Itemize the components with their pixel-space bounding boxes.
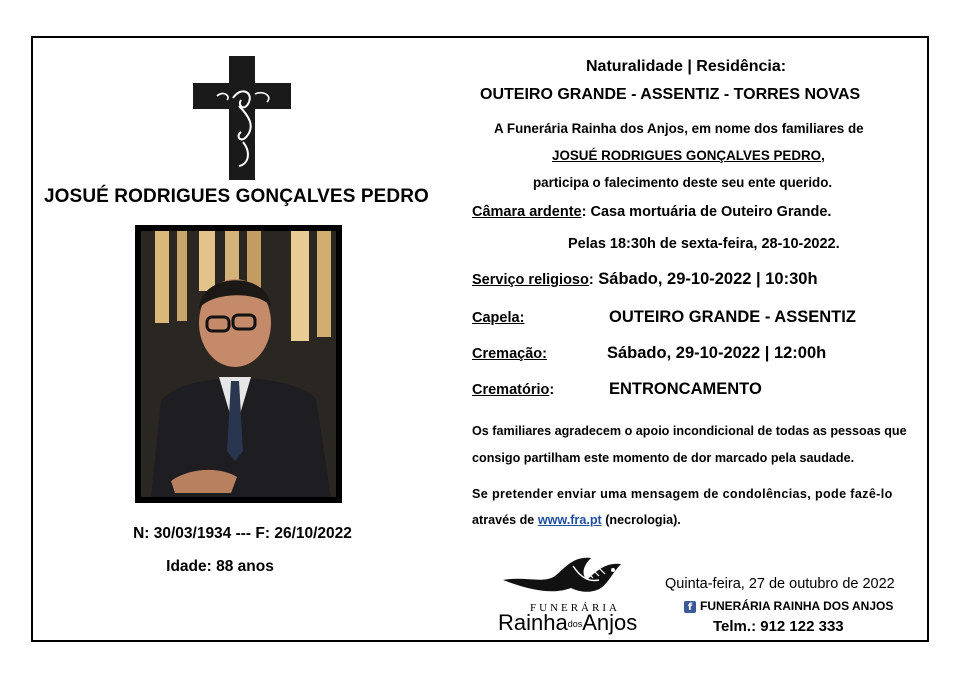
residence-value: OUTEIRO GRANDE - ASSENTIZ - TORRES NOVAS: [480, 86, 861, 103]
announcement-line3: participa o falecimento deste seu ente querido.: [533, 175, 833, 190]
birth-death-dates: N: 30/03/1934 --- F: 26/10/2022: [133, 525, 352, 542]
facebook-row[interactable]: [684, 599, 893, 613]
fra-website-link[interactable]: www.fra.pt: [537, 513, 602, 527]
condolences-line1: Se pretender enviar uma mensagem de condolências, pode fazê-lo: [472, 487, 893, 501]
wake-time: Pelas 18:30h de sexta-feira, 28-10-2022.: [568, 236, 840, 252]
chapel-sep: :: [519, 310, 525, 326]
condolences-line2: [472, 513, 681, 527]
crematorium-value: ENTRONCAMENTO: [609, 380, 762, 398]
wake-row: [472, 204, 831, 220]
cross-icon: [193, 56, 291, 180]
logo-name: [498, 610, 637, 636]
announcement-line1: A Funerária Rainha dos Anjos, em nome dos familiares de: [494, 121, 864, 136]
crematorium-label-row: [472, 382, 554, 398]
age: Idade: 88 anos: [166, 558, 274, 575]
cremation-label-row: [472, 346, 547, 362]
wake-value: Casa mortuária de Outeiro Grande.: [586, 204, 832, 220]
cremation-value: Sábado, 29-10-2022 | 12:00h: [607, 344, 827, 362]
logo-funeraria: FUNERÁRIA: [530, 602, 620, 614]
chapel-label: Capela: [472, 310, 520, 326]
wake-sep: :: [581, 204, 587, 220]
thanks-line2: consigo partilham este momento de dor marcado pela saudade.: [472, 451, 855, 465]
logo-name-a: Rainha: [498, 610, 568, 635]
condolences-suffix: (necrologia).: [601, 513, 681, 527]
facebook-icon: f: [684, 601, 696, 613]
cremation-label: Cremação: [472, 346, 543, 362]
deceased-name: JOSUÉ RODRIGUES GONÇALVES PEDRO: [44, 186, 429, 207]
condolences-prefix: através de: [472, 513, 538, 527]
service-value: Sábado, 29-10-2022 | 10:30h: [593, 270, 818, 288]
thanks-line1: Os familiares agradecem o apoio incondicional de todas as pessoas que: [472, 424, 907, 438]
portrait-photo: [135, 225, 342, 503]
chapel-value: OUTEIRO GRANDE - ASSENTIZ: [609, 308, 856, 326]
cremation-sep: :: [542, 346, 547, 362]
wake-label: Câmara ardente: [472, 204, 582, 220]
service-row: [472, 270, 818, 289]
chapel-label-row: [472, 310, 524, 326]
crematorium-sep: :: [549, 382, 555, 398]
logo-name-b: dos: [567, 619, 583, 630]
footer-date: Quinta-feira, 27 de outubro de 2022: [665, 576, 895, 592]
logo-name-c: Anjos: [582, 610, 638, 635]
service-label: Serviço religioso: [472, 272, 589, 288]
service-sep: :: [588, 272, 594, 288]
crematorium-label: Crematório: [472, 382, 550, 398]
footer-phone: Telm.: 912 122 333: [713, 618, 844, 635]
announcement-name: JOSUÉ RODRIGUES GONÇALVES PEDRO,: [552, 148, 825, 163]
residence-heading: Naturalidade | Residência:: [586, 58, 787, 75]
facebook-label: FUNERÁRIA RAINHA DOS ANJOS: [700, 599, 894, 613]
